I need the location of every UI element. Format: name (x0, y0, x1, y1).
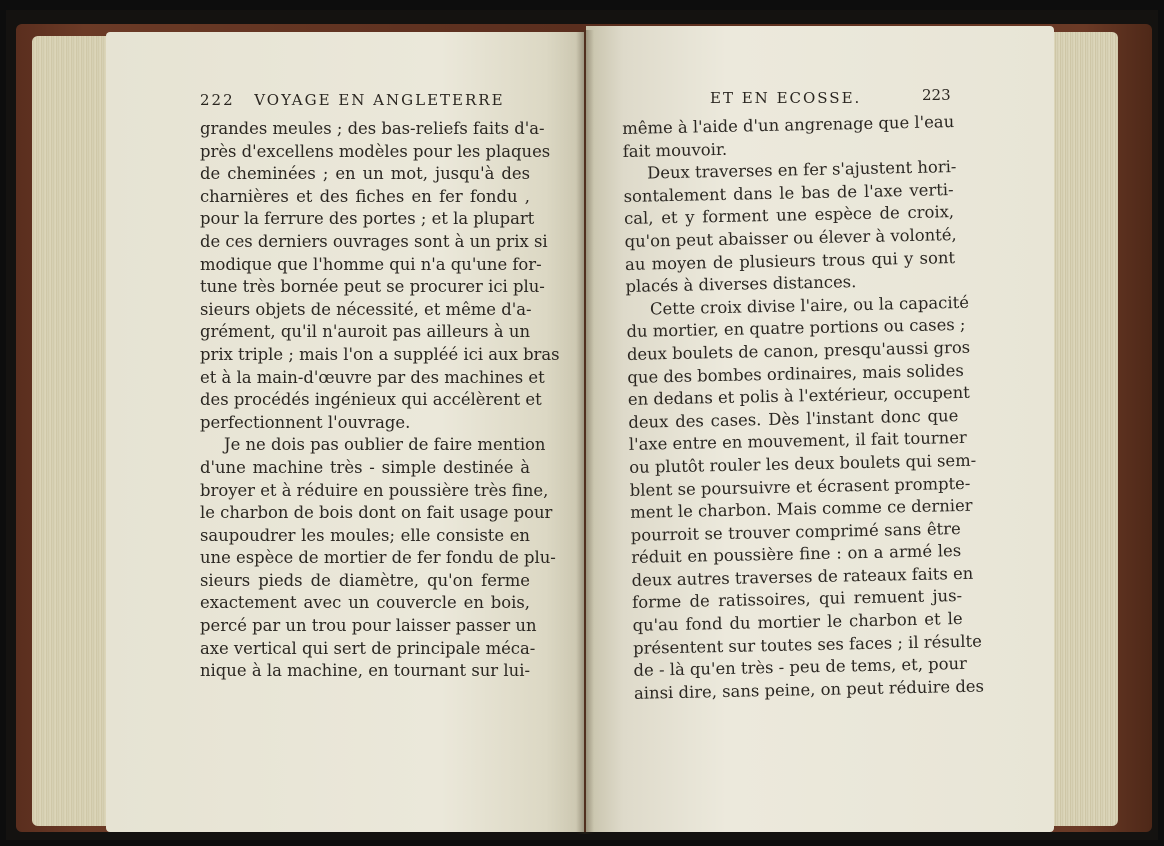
text-line: sieurs pieds de diamètre, qu'on ferme (200, 570, 530, 590)
text-line: modique que l'homme qui n'a qu'une for- (200, 254, 542, 274)
text-line: du mortier, en quatre portions ou cases ; (626, 315, 966, 342)
text-line: perfectionnent l'ouvrage. (200, 412, 411, 432)
text-line: au moyen de plusieurs trous qui y sont (624, 247, 956, 274)
text-line: grandes meules ; des bas-reliefs faits d'a- (200, 119, 545, 138)
text-line: de cheminées ; en un mot, jusqu'à des (200, 164, 530, 184)
text-line: grément, qu'il n'auroit pas ailleurs à un (200, 322, 530, 342)
text-line: deux boulets de canon, presqu'aussi gros (626, 337, 971, 364)
text-line: fait mouvoir. (622, 139, 728, 161)
text-line: pourroit se trouver comprimé sans être (630, 518, 961, 545)
text-line: réduit en poussière fine : on a armé les (631, 541, 962, 568)
text-line: deux des cases. Dès l'instant donc que (628, 405, 959, 432)
text-line: et à la main-d'œuvre par des machines et (200, 367, 545, 387)
text-line: axe vertical qui sert de principale méca- (200, 638, 536, 658)
text-line: tune très bornée peut se procurer ici plu- (200, 277, 545, 297)
text-line: ou plutôt rouler les deux boulets qui sem- (629, 450, 977, 477)
text-line: une espèce de mortier de fer fondu de plu- (200, 548, 556, 568)
text-line: que des bombes ordinaires, mais solides (627, 360, 964, 387)
right-running-head-title: ET EN ECOSSE. (710, 89, 862, 107)
text-line: le charbon de bois dont on fait usage pour (200, 503, 553, 523)
left-running-head-title: VOYAGE EN ANGLETERRE (254, 91, 505, 109)
right-running-head (710, 89, 861, 107)
page-edges-right (1046, 32, 1118, 826)
left-page-body (200, 118, 560, 683)
text-line: qu'au fond du mortier le charbon et le (632, 609, 963, 635)
right-page-body (622, 111, 985, 705)
text-line: des procédés ingénieux qui accélèrent et (200, 390, 542, 410)
text-line: Je ne dois pas oublier de faire mention (224, 435, 546, 455)
text-line: prix triple ; mais l'on a suppléé ici aux bras (200, 344, 560, 364)
text-line: de - là qu'en très - peu de tems, et, pour (633, 654, 968, 681)
text-line: l'axe entre en mouvement, il fait tourner (628, 428, 967, 455)
left-page-number: 222 (200, 91, 235, 109)
text-line: en dedans et polis à l'extérieur, occupent (627, 382, 970, 410)
text-line: qu'on peut abaisser ou élever à volonté, (624, 224, 957, 251)
text-line: d'une machine très - simple destinée à (200, 457, 530, 477)
text-line: pour la ferrure des portes ; et la plupart (200, 209, 535, 229)
text-line: exactement avec un couvercle en bois, (200, 593, 530, 613)
text-line: placés à diverses distances. (625, 272, 857, 297)
text-line: près d'excellens modèles pour les plaques (200, 141, 551, 161)
text-line: charnières et des fiches en fer fondu , (200, 186, 530, 206)
page-edges-left (32, 36, 112, 826)
text-line: forme de ratissoires, qui remuent jus- (631, 586, 963, 613)
right-page-number: 223 (922, 86, 951, 104)
text-line: nique à la machine, en tournant sur lui- (200, 661, 530, 681)
text-line: ainsi dire, sans peine, on peut réduire des (633, 676, 985, 703)
text-line: broyer et à réduire en poussière très fine, (200, 480, 549, 500)
text-line: de ces derniers ouvrages sont à un prix si (200, 231, 548, 251)
text-line: présentent sur toutes ses faces ; il résulte (632, 631, 983, 658)
left-running-head (200, 91, 505, 109)
book-scan (6, 10, 1158, 840)
text-line: blent se poursuivre et écrasent prompte- (629, 473, 971, 500)
text-line: sontalement dans le bas de l'axe verti- (623, 179, 954, 206)
text-line: saupoudrer les moules; elle consiste en (200, 525, 530, 545)
text-line: ment le charbon. Mais comme ce dernier (630, 495, 973, 523)
text-line: deux autres traverses de rateaux faits en (631, 563, 974, 590)
text-line: même à l'aide d'un angrenage que l'eau (622, 112, 955, 138)
text-line: percé par un trou pour laisser passer un (200, 616, 537, 636)
text-line: sieurs objets de nécessité, et même d'a- (200, 299, 532, 319)
text-line: Cette croix divise l'aire, ou la capacité (649, 292, 970, 319)
text-line: Deux traverses en fer s'ajustent hori- (646, 157, 957, 183)
book-gutter (576, 30, 594, 834)
text-line: cal, et y forment une espèce de croix, (623, 202, 955, 229)
